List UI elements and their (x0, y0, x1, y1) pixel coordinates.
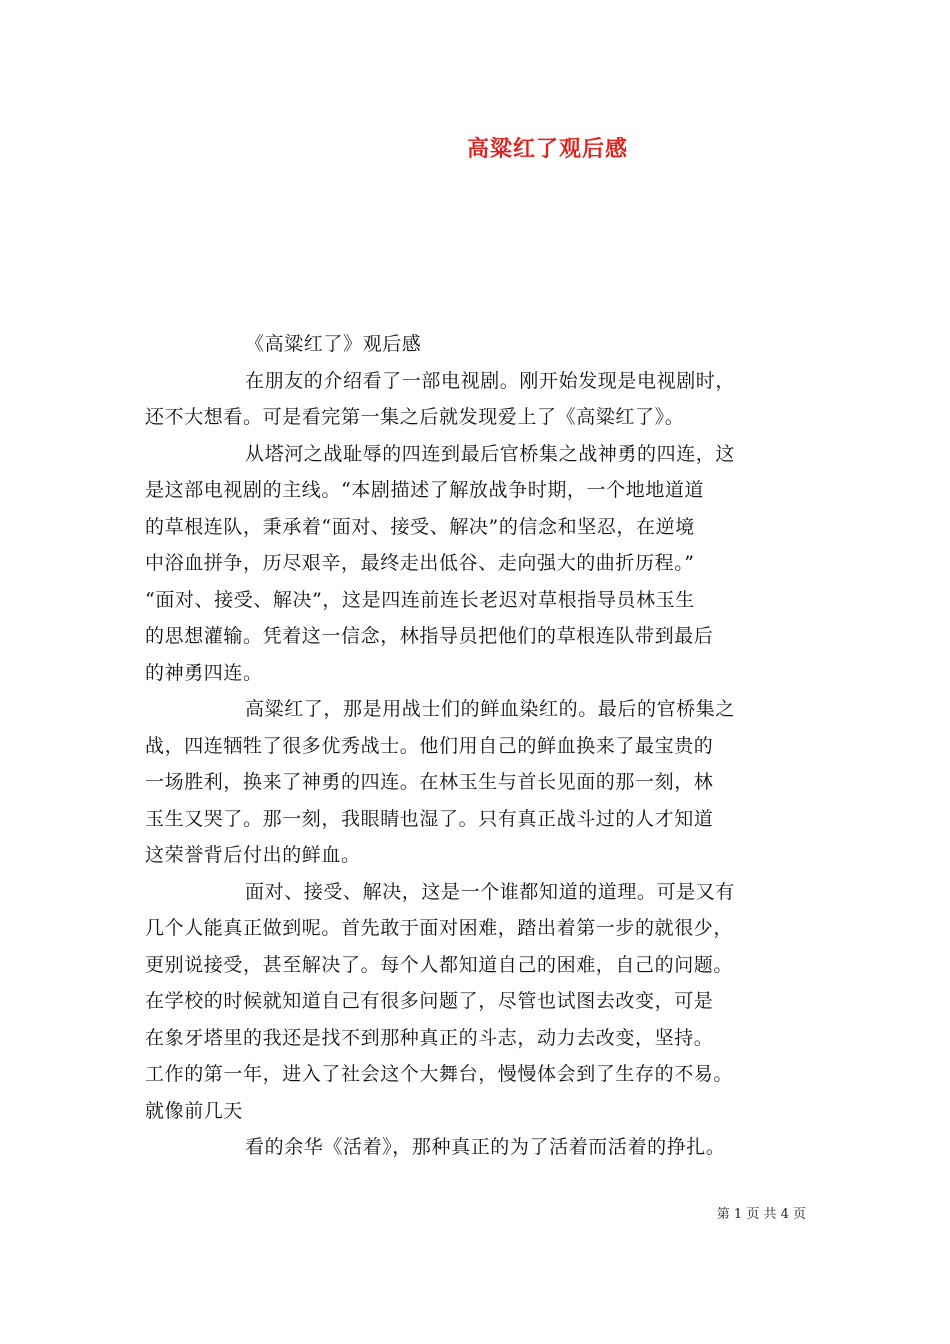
text-line: 战，四连牺牲了很多优秀战士。他们用自己的鲜血换来了最宝贵的 (145, 734, 714, 757)
text-line: 从塔河之战耻辱的四连到最后官桥集之战神勇的四连，这 (245, 442, 736, 465)
text-line: 高粱红了，那是用战士们的鲜血染红的。最后的官桥集之 (245, 698, 736, 720)
text-line: 在象牙塔里的我还是找不到那种真正的斗志，动力去改变，坚持。 (145, 1026, 714, 1049)
text-line: 中浴血拼争，历尽艰辛，最终走出低谷、走向强大的曲折历程。” (145, 552, 695, 574)
text-line: 几个人能真正做到呢。首先敢于面对困难，踏出着第一步的就很少， (145, 917, 734, 939)
text-line: 看的余华《活着》，那种真正的为了活着而活着的挣扎。 (245, 1136, 726, 1158)
text-line: 《高粱红了》观后感 (245, 333, 422, 355)
text-line: 的神勇四连。 (145, 661, 263, 684)
text-line: 面对、接受、解决，这是一个谁都知道的道理。可是又有 (245, 880, 736, 903)
document-body (145, 326, 810, 1166)
text-line: 更别说接受，甚至解决了。每个人都知道自己的困难，自己的问题。 (145, 953, 734, 976)
text-line: 在学校的时候就知道自己有很多问题了，尽管也试图去改变，可是 (145, 990, 714, 1012)
page-title: 高粱红了观后感 (466, 136, 628, 162)
text-line: 这荣誉背后付出的鲜血。 (145, 844, 361, 866)
text-line: 玉生又哭了。那一刻，我眼睛也湿了。只有真正战斗过的人才知道 (145, 807, 714, 830)
text-line: 的思想灌输。凭着这一信念，林指导员把他们的草根连队带到最后 (145, 625, 714, 647)
text-line: “面对、接受、解决”，这是四连前连长老迟对草根指导员林玉生 (145, 588, 695, 611)
text-line: 还不大想看。可是看完第一集之后就发现爱上了《高粱红了》。 (145, 406, 685, 428)
text-line: 就像前几天 (145, 1099, 244, 1122)
page-footer: 第 1 页 共 4 页 (716, 1207, 806, 1222)
text-line: 一场胜利，换来了神勇的四连。在林玉生与首长见面的那一刻，林 (145, 771, 714, 793)
text-line: 是这部电视剧的主线。“本剧描述了解放战争时期，一个地地道道 (145, 479, 705, 501)
text-line: 工作的第一年，进入了社会这个大舞台，慢慢体会到了生存的不易。 (145, 1063, 734, 1085)
text-line: 在朋友的介绍看了一部电视剧。刚开始发现是电视剧时， (245, 369, 736, 392)
text-line: 的草根连队，秉承着“面对、接受、解决”的信念和坚忍，在逆境 (145, 515, 695, 538)
